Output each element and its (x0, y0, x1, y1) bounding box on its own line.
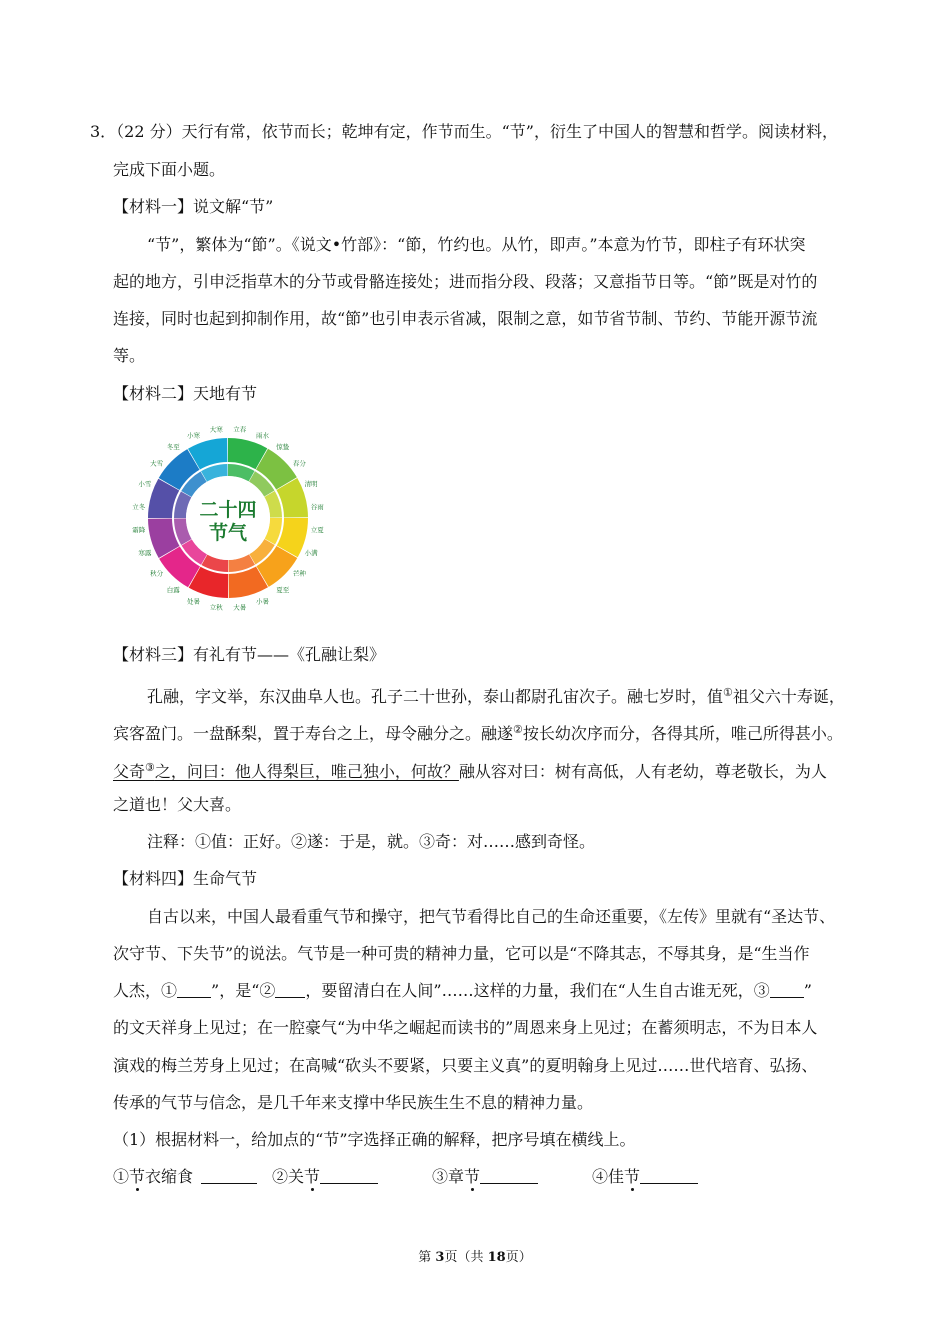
solar-term-label: 立冬 (132, 502, 146, 511)
solar-term-label: 小满 (304, 548, 318, 557)
material-4-line-1: 自古以来，中国人最看重气节和操守，把气节看得比自己的生命还重要，《左传》里就有“圣达节、 (147, 907, 836, 926)
dotted-character: 节 (464, 1167, 481, 1186)
answer-blank-item-3[interactable] (480, 1167, 538, 1184)
subquestion-1-item-2 (272, 1167, 378, 1187)
wheel-title-line-2: 节气 (208, 522, 248, 544)
item-prefix: 关 (288, 1167, 305, 1186)
answer-blank-1[interactable] (177, 981, 211, 998)
solar-term-label: 白露 (166, 585, 180, 594)
solar-term-label: 秋分 (150, 569, 164, 578)
solar-term-label: 冬至 (166, 443, 180, 452)
material-3-heading: 【材料三】有礼有节——《孔融让梨》 (113, 645, 386, 664)
solar-term-label: 立春 (233, 425, 247, 434)
note-marker-2: ② (513, 723, 523, 736)
question-stem-line-1: 3．（22 分）天行有常，依节而长；乾坤有定，作节而生。“节”，衍生了中国人的智慧和哲学。阅读材料， (90, 122, 838, 141)
material-4-line-5: 演戏的梅兰芳身上见过；在高喊“砍头不要紧，只要主义真”的夏明翰身上见过……世代培育、弘扬、 (113, 1056, 818, 1075)
material-3-line-3 (113, 758, 827, 782)
subquestion-1-item-1 (113, 1167, 257, 1187)
solar-term-label: 夏至 (276, 585, 290, 594)
text-span: 人杰，① (113, 981, 178, 1000)
material-3-line-2 (113, 720, 843, 744)
text-span: 宾客盈门。一盘酥梨，置于寿台之上，母令融分之。融遂 (113, 724, 514, 743)
subquestion-1-item-4 (592, 1167, 698, 1187)
note-marker-1: ① (723, 686, 733, 699)
page-footer (0, 1246, 950, 1265)
dotted-character: 节 (129, 1167, 146, 1186)
material-4-line-2: 次守节、下失节”的说法。气节是一种可贵的精神力量，它可以是“不降其志，不辱其身，是“生当作 (113, 944, 810, 963)
item-number: ① (113, 1167, 130, 1186)
solar-term-label: 大寒 (209, 425, 223, 434)
material-4-line-6: 传承的气节与信念，是几千年来支撑中华民族生生不息的精神力量。 (113, 1093, 594, 1112)
solar-term-label: 处暑 (187, 597, 201, 606)
material-3-notes: 注释：①值：正好。②遂：于是，就。③奇：对……感到奇怪。 (147, 832, 596, 851)
page-number: 3 (435, 1250, 445, 1265)
solar-term-label: 谷雨 (310, 502, 324, 511)
text-span: 孔融，字文举，东汉曲阜人也。孔子二十世孙，泰山都尉孔宙次子。融七岁时，值 (147, 687, 724, 706)
item-number: ③ (432, 1167, 449, 1186)
solar-term-label: 芒种 (292, 569, 306, 578)
solar-term-label: 小寒 (187, 431, 201, 440)
wheel-title-line-1: 二十四 (199, 499, 257, 521)
item-prefix: 佳 (608, 1167, 625, 1186)
item-prefix: 章 (448, 1167, 465, 1186)
material-1-line-4: 等。 (113, 346, 146, 365)
item-suffix: 衣缩食 (145, 1167, 194, 1186)
dotted-character: 节 (304, 1167, 321, 1186)
solar-term-label: 雨水 (255, 431, 269, 440)
text-span: 按长幼次序而分，各得其所，唯己所得甚小。 (522, 724, 843, 743)
underlined-sentence (113, 762, 459, 781)
solar-term-label: 惊蛰 (276, 443, 290, 452)
solar-term-label: 大雪 (150, 459, 164, 468)
note-marker-3: ③ (145, 761, 155, 774)
text-span: 父奇 (113, 762, 146, 781)
answer-blank-item-2[interactable] (320, 1167, 378, 1184)
footer-prefix: 第 (418, 1250, 436, 1265)
text-span: ” (803, 981, 812, 1000)
answer-blank-3[interactable] (770, 981, 804, 998)
item-number: ② (272, 1167, 289, 1186)
material-4-line-3 (113, 981, 812, 1001)
material-1-heading: 【材料一】说文解“节” (113, 197, 274, 216)
text-span: 融从容对曰：树有高低，人有老幼，尊老敬长，为人 (458, 762, 827, 781)
material-1-line-1: “节”，繁体为“節”。《说文•竹部》：“節，竹约也。从竹，即声。”本意为竹节，即柱子有环状突 (147, 235, 806, 254)
footer-suffix: 页） (505, 1250, 532, 1265)
text-span: 祖父六十寿诞， (732, 687, 845, 706)
text-span: ，要留清白在人间”……这样的力量，我们在“人生自古谁无死，③ (305, 981, 770, 1000)
answer-blank-item-1[interactable] (201, 1167, 257, 1184)
dotted-character: 节 (624, 1167, 641, 1186)
material-3-line-4: 之道也！父大喜。 (113, 795, 242, 814)
material-2-heading: 【材料二】天地有节 (113, 384, 258, 403)
material-4-line-4: 的文天祥身上见过；在一腔豪气“为中华之崛起而读书的”周恩来身上见过；在蓄须明志，不为日本人 (113, 1018, 818, 1037)
material-3-line-1 (147, 683, 845, 707)
solar-term-label: 寒露 (138, 548, 152, 557)
solar-term-label: 小雪 (138, 480, 152, 489)
text-span: 之，问曰：他人得梨巨，唯己独小，何故？ (154, 762, 459, 781)
solar-term-label: 春分 (292, 459, 306, 468)
solar-term-label: 大暑 (233, 603, 247, 612)
question-stem-line-2: 完成下面小题。 (113, 160, 226, 179)
answer-blank-item-4[interactable] (640, 1167, 698, 1184)
solar-term-label: 清明 (304, 480, 318, 489)
total-pages: 18 (487, 1250, 506, 1265)
material-1-line-3: 连接，同时也起到抑制作用，故“節”也引申表示省减，限制之意，如节省节制、节约、节能开源节流 (113, 309, 818, 328)
solar-terms-wheel-image (128, 418, 328, 618)
material-1-line-2: 起的地方，引申泛指草木的分节或骨骼连接处；进而指分段、段落；又意指节日等。“節”既是对竹的 (113, 272, 818, 291)
solar-term-label: 小暑 (255, 597, 269, 606)
material-4-heading: 【材料四】生命气节 (113, 869, 258, 888)
text-span: ”，是“② (211, 981, 276, 1000)
subquestion-1-item-3 (432, 1167, 538, 1187)
item-number: ④ (592, 1167, 609, 1186)
subquestion-1-prompt: （1）根据材料一，给加点的“节”字选择正确的解释，把序号填在横线上。 (113, 1130, 636, 1149)
footer-middle: 页（共 (444, 1250, 488, 1265)
answer-blank-2[interactable] (275, 981, 305, 998)
solar-term-label: 立夏 (310, 526, 324, 535)
solar-term-label: 霜降 (132, 526, 146, 535)
solar-term-label: 立秋 (209, 603, 223, 612)
